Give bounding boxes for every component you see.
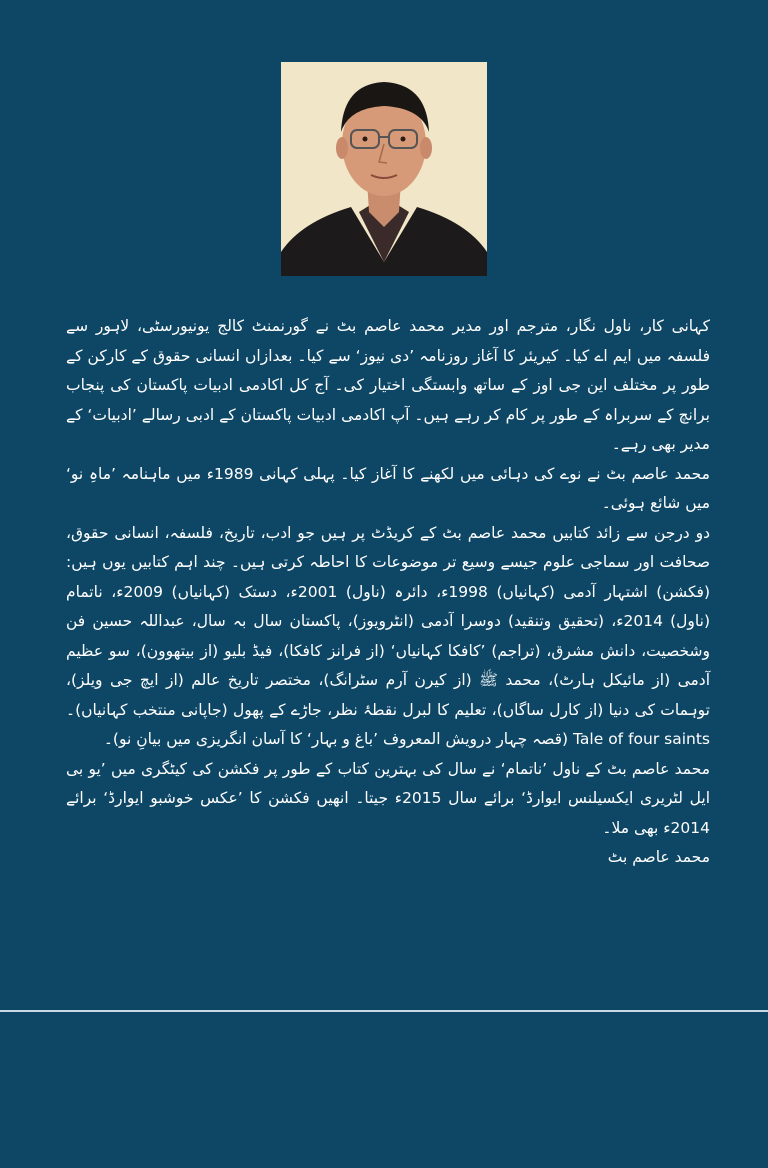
author-portrait-image	[281, 62, 487, 276]
author-bio	[66, 312, 710, 873]
bio-paragraph-awards: محمد عاصم بٹ کے ناول ’ناتمام‘ نے سال کی بہترین کتاب کے طور پر فکشن کی کیٹگری میں ’یو بی ایل لٹریری ایکسیلنس ایوارڈ‘ برائے سال 2015ء جیتا۔ انھیں فکشن کا ’عکس خوشبو ایوارڈ‘ برائے 2014ء بھی ملا۔	[66, 759, 710, 837]
author-photo	[281, 62, 487, 276]
bio-paragraph-writing-start: محمد عاصم بٹ نے نوے کی دہائی میں لکھنے کا آغاز کیا۔ پہلی کہانی 1989ء میں ماہنامہ ’ماہِ نو‘ میں شائع ہوئی۔	[66, 464, 710, 512]
bio-paragraph-books: دو درجن سے زائد کتابیں محمد عاصم بٹ کے کریڈٹ پر ہیں جو ادب، تاریخ، فلسفہ، انسانی حقوق، صحافت اور سماجی علوم جیسے وسیع تر موضوعات کا احاطہ کرتی ہیں۔ چند اہم کتابیں یوں ہیں: (فکشن) اشتہار آدمی (کہانیاں) 1998ء، دائرہ (ناول) 2001ء، دستک (کہانیاں) 2009ء، ناتمام (ناول) 2014ء، (تحقیق وتنقید) دوسرا آدمی (انٹرویوز)، پاکستان سال بہ سال، عبداللہ حسین فن وشخصیت، دانش مشرق، (تراجم) ’کافکا کہانیاں‘ (از فرانز کافکا)، فیڈ بلیو (از بیتھوون)، سو عظیم آدمی (از مائیکل ہارٹ)، محمد ﷺ (از کیرن آرم سٹرانگ)، مختصر تاریخ عالم (از ایچ جی ویلز)، توہمات کی دنیا (از کارل ساگاں)، تعلیم کا لبرل نقطۂ نظر، جاڑے کے پھول (جاپانی منتخب کہانیاں)۔ Tale of four saints (قصہ چہار درویش المعروف ’باغ و بہار‘ کا آسان انگریزی میں بیانِ نو)۔	[66, 523, 710, 748]
bottom-divider-line	[0, 1010, 768, 1012]
bio-paragraph-career: کہانی کار، ناول نگار، مترجم اور مدیر محمد عاصم بٹ نے گورنمنٹ کالج یونیورسٹی، لاہور سے فلسفہ میں ایم اے کیا۔ کیریئر کا آغاز روزنامہ ’دی نیوز‘ سے کیا۔ بعدازاں انسانی حقوق کے کارکن کے طور پر مختلف این جی اوز کے ساتھ وابستگی اختیار کی۔ آج کل اکادمی ادبیات پاکستان کی پنجاب برانچ کے سربراہ کے طور پر کام کر رہے ہیں۔ آپ اکادمی ادبیات پاکستان کے ادبی رسالے ’ادبیات‘ کے مدیر بھی رہے۔	[66, 317, 710, 453]
author-signature: محمد عاصم بٹ	[607, 848, 710, 866]
